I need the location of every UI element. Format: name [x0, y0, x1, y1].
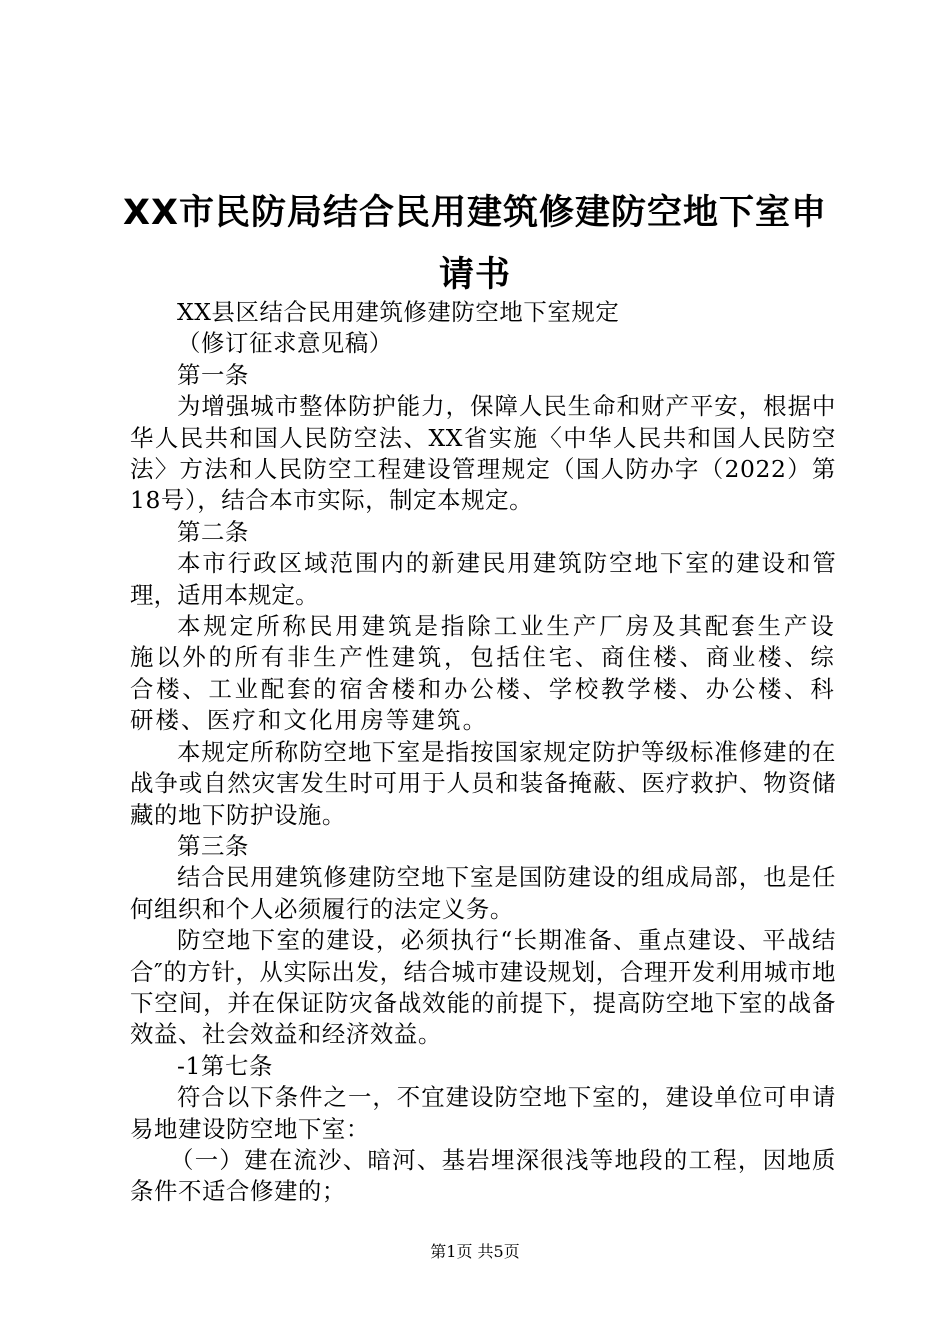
paragraph-article-2-shelter-definition: 本规定所称防空地下室是指按国家规定防护等级标准修建的在战争或自然灾害发生时可用于人员和装备掩蔽、医疗救护、物资储藏的地下防护设施。: [130, 737, 836, 829]
title-line-1: XX市民防局结合民用建筑修建防空地下室申: [123, 193, 827, 233]
document-title: [110, 182, 840, 306]
paragraph-article-2-scope: 本市行政区域范围内的新建民用建筑防空地下室的建设和管理，适用本规定。: [130, 549, 836, 609]
paragraph-article-7-item-1: （一）建在流沙、暗河、基岩埋深很浅等地段的工程，因地质条件不适合修建的；: [130, 1145, 836, 1206]
article-heading-7: -1第七条: [177, 1051, 273, 1080]
title-line-2: 请书: [438, 255, 511, 295]
paragraph-article-3-policy: 防空地下室的建设，必须执行“长期准备、重点建设、平战结合″的方针，从实际出发，结合城市建设规划，合理开发利用城市地下空间，并在保证防灾备战效能的前提下，提高防空地下室的战备效益、社会效益和经济效益。: [130, 926, 836, 1049]
paragraph-article-2-civil-buildings: 本规定所称民用建筑是指除工业生产厂房及其配套生产设施以外的所有非生产性建筑，包括住宅、商住楼、商业楼、综合楼、工业配套的宿舍楼和办公楼、学校教学楼、办公楼、科研楼、医疗和文化用房等建筑。: [130, 612, 836, 735]
paragraph-article-1: 为增强城市整体防护能力，保障人民生命和财产平安，根据中华人民共和国人民防空法、XX省实施〈中华人民共和国人民防空法〉方法和人民防空工程建设管理规定（国人防办字（2022）第18号），结合本市实际，制定本规定。: [130, 392, 836, 515]
paragraph-regulation-title: XX县区结合民用建筑修建防空地下室规定: [177, 298, 620, 326]
paragraph-article-7-conditions: 符合以下条件之一，不宜建设防空地下室的，建设单位可申请易地建设防空地下室：: [130, 1083, 836, 1143]
page-footer: 第1页 共5页: [430, 1242, 520, 1261]
article-heading-2: 第二条: [177, 517, 249, 546]
document-body: [130, 297, 836, 1208]
paragraph-article-3-obligation: 结合民用建筑修建防空地下室是国防建设的组成局部，也是任何组织和个人必须履行的法定义务。: [130, 863, 836, 923]
article-heading-1: 第一条: [177, 360, 249, 389]
article-heading-3: 第三条: [177, 831, 249, 860]
paragraph-draft-note: （修订征求意见稿）: [177, 329, 393, 358]
